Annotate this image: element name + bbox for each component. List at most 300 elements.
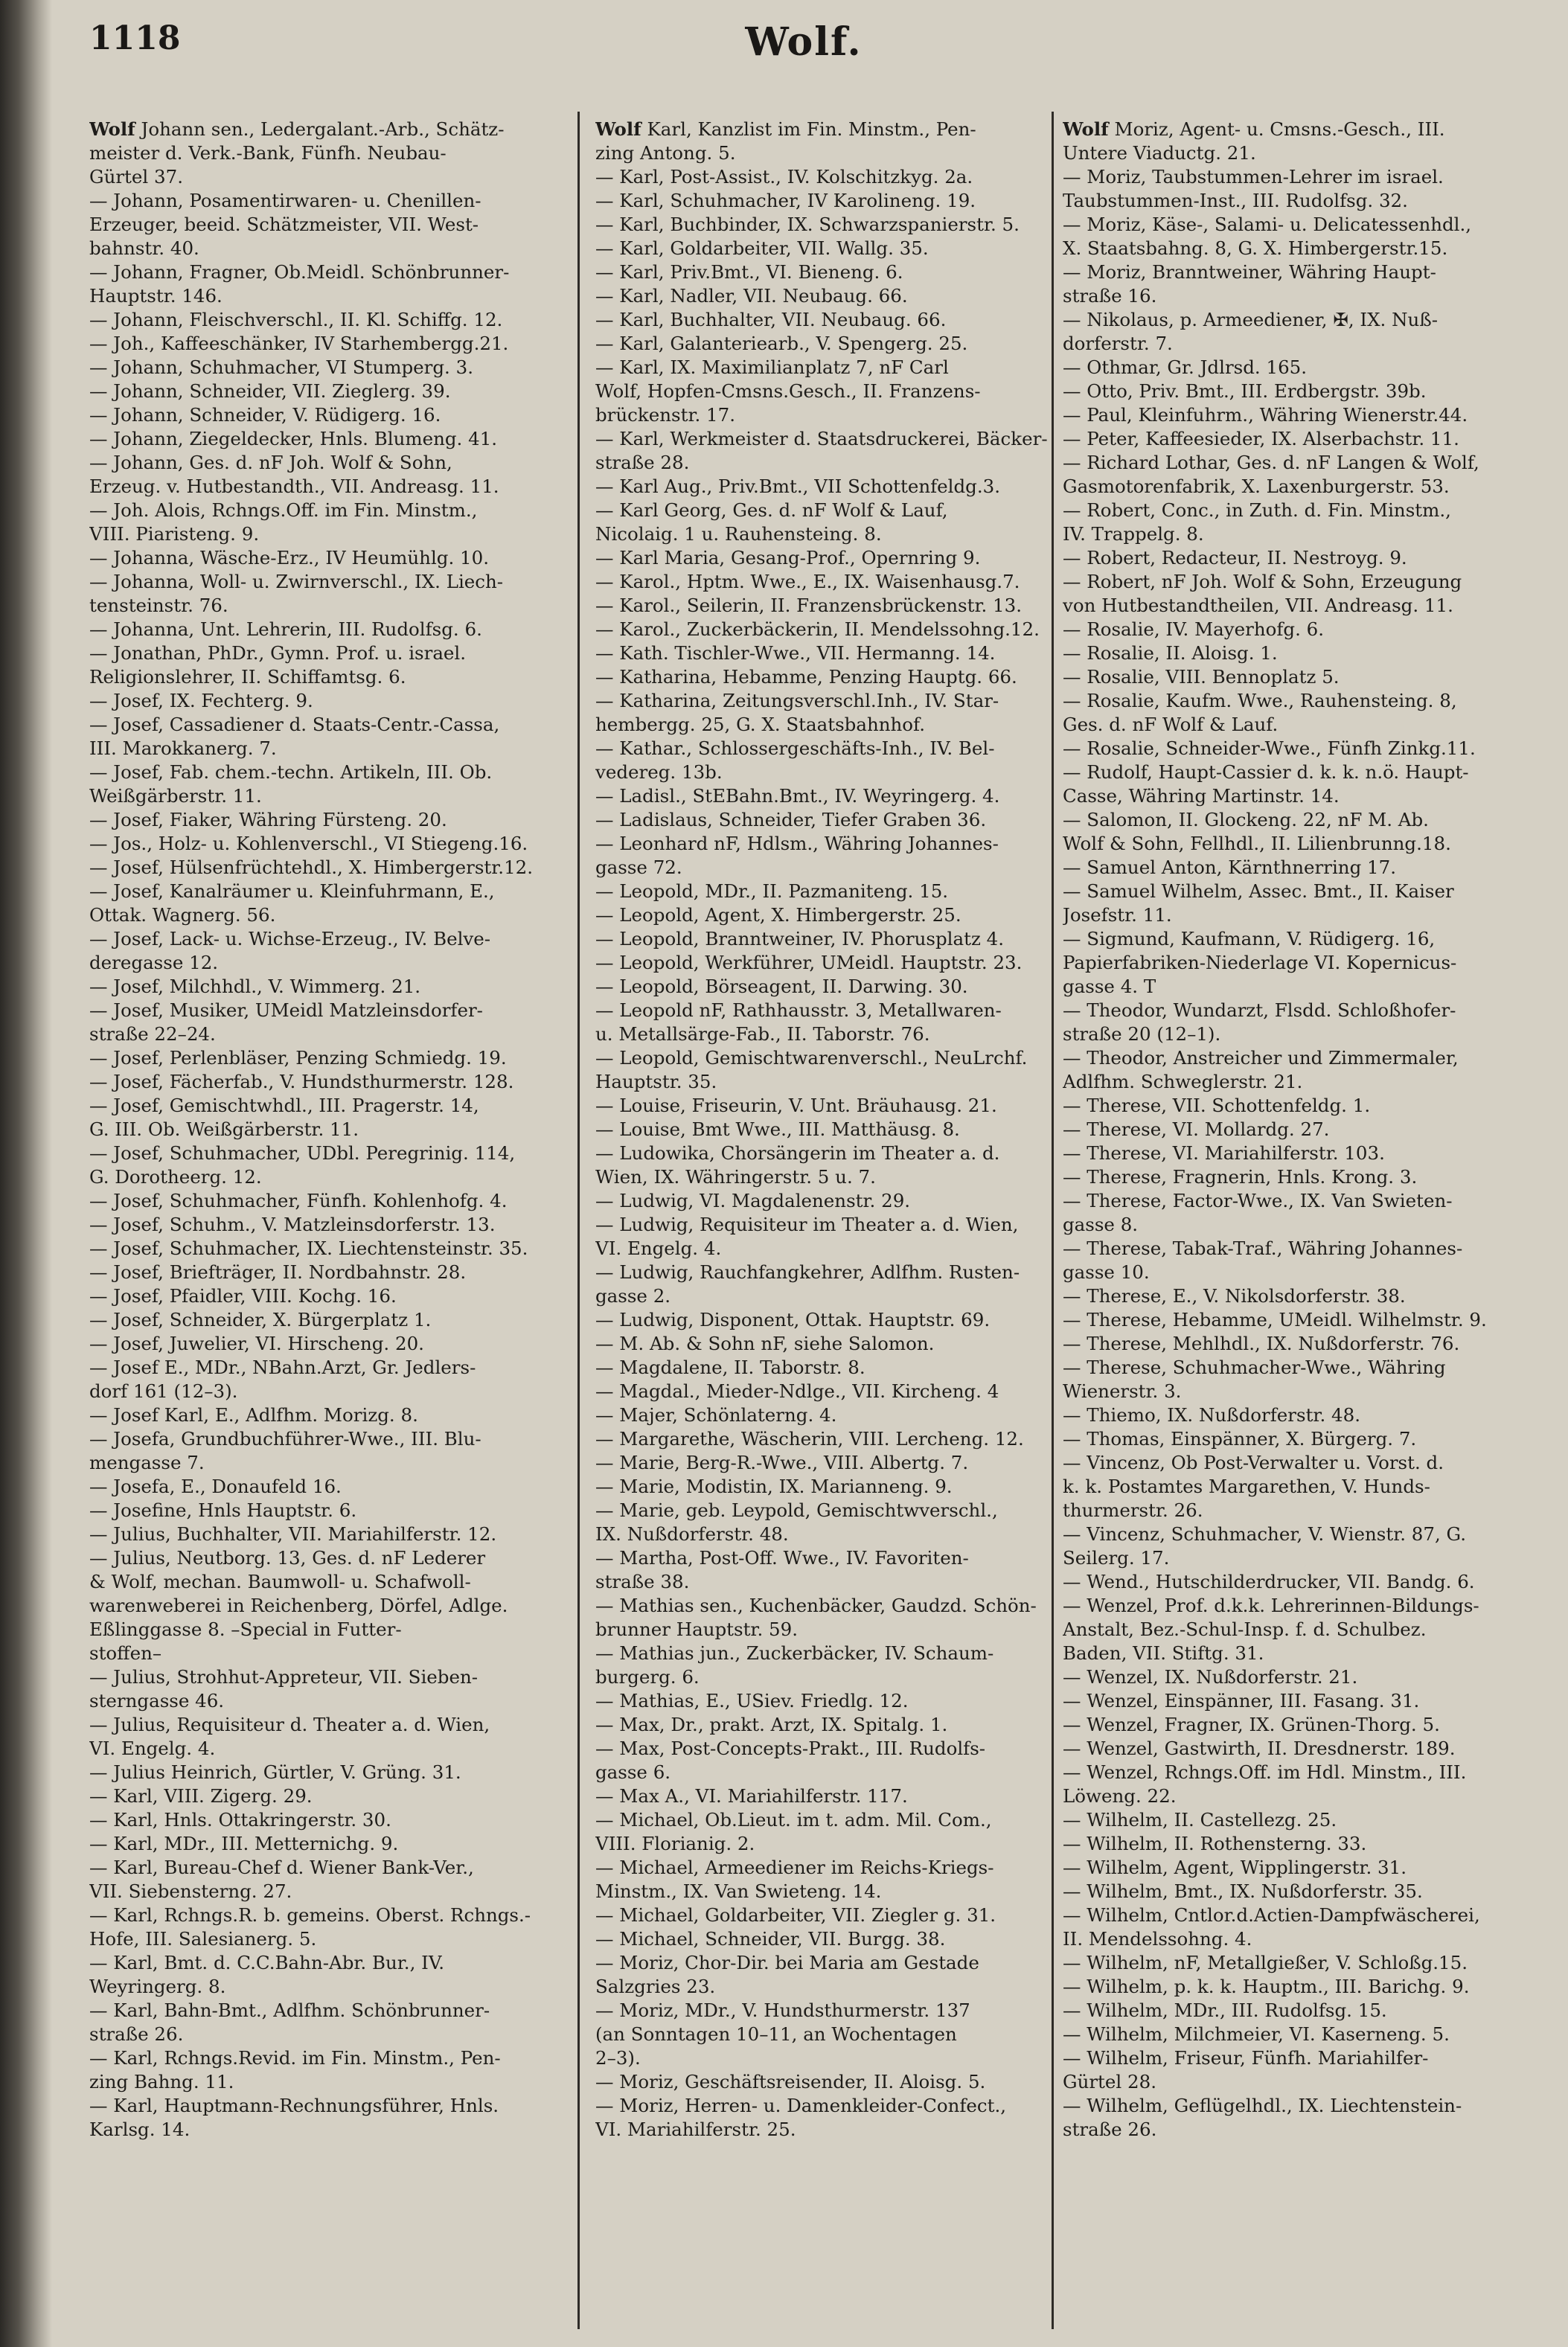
directory-entry-line [595, 1499, 1063, 1522]
directory-entry-line [89, 1903, 557, 1927]
directory-entry-line [89, 1951, 557, 1975]
entry-text: — Michael, Schneider, VII. Burgg. 38. [595, 1928, 946, 1950]
entry-text: — Peter, Kaffeesieder, IX. Alserbachstr. 11. [1063, 428, 1459, 449]
directory-entry-line [89, 999, 557, 1022]
directory-entry-line [1063, 737, 1530, 761]
directory-entry-line [595, 427, 1063, 451]
directory-entry-line [89, 570, 557, 594]
directory-entry-line [1063, 1642, 1530, 1665]
directory-entry-line [89, 475, 557, 499]
entry-text: Weißgärberstr. 11. [89, 785, 262, 807]
directory-entry-line [89, 427, 557, 451]
directory-entry-line [89, 1070, 557, 1094]
entry-text: brückenstr. 17. [595, 404, 735, 426]
entry-text: — Mathias sen., Kuchenbäcker, Gaudzd. Schön- [595, 1595, 1037, 1616]
entry-text: — Wilhelm, Cntlor.d.Actien-Dampfwäscherei, [1063, 1904, 1480, 1926]
directory-entry-line [595, 1022, 1063, 1046]
entry-text: III. Marokkanerg. 7. [89, 737, 277, 759]
directory-entry-line [89, 1642, 557, 1665]
directory-entry-line [89, 808, 557, 832]
directory-entry-line [1063, 618, 1530, 641]
entry-text: — Therese, Mehlhdl., IX. Nußdorferstr. 76. [1063, 1333, 1460, 1354]
entry-text: — Josef, Juwelier, VI. Hirscheng. 20. [89, 1333, 424, 1354]
entry-text: brunner Hauptstr. 59. [595, 1618, 798, 1640]
directory-entry-line [1063, 451, 1530, 475]
entry-text: II. Mendelssohng. 4. [1063, 1928, 1252, 1950]
entry-text: Josefstr. 11. [1063, 904, 1172, 926]
directory-entry-line [1063, 1880, 1530, 1903]
entry-text: gasse 4. T [1063, 976, 1156, 997]
entry-text: Ottak. Wagnerg. 56. [89, 904, 276, 926]
entry-text: Wien, IX. Währingerstr. 5 u. 7. [595, 1166, 876, 1188]
directory-entry-line [89, 903, 557, 927]
column-2 [595, 118, 1063, 2328]
entry-text: — Karl, VIII. Zigerg. 29. [89, 1785, 313, 1807]
entry-text: — Johanna, Woll- u. Zwirnverschl., IX. Liech- [89, 571, 504, 592]
directory-entry-line [89, 1022, 557, 1046]
directory-entry-line [595, 1403, 1063, 1427]
directory-entry-line [595, 237, 1063, 260]
entry-text: — Michael, Armeediener im Reichs-Kriegs- [595, 1857, 994, 1878]
directory-entry-line [89, 332, 557, 356]
directory-entry-line [595, 1832, 1063, 1856]
directory-entry-line [595, 1332, 1063, 1356]
entry-text: — Ladislaus, Schneider, Tiefer Graben 36. [595, 809, 987, 830]
directory-entry-line [89, 1189, 557, 1213]
directory-entry-line [595, 1118, 1063, 1142]
entry-text: — Josefa, E., Donaufeld 16. [89, 1476, 342, 1497]
directory-entry-line [1063, 1094, 1530, 1118]
entry-text: straße 20 (12–1). [1063, 1023, 1221, 1045]
directory-entry-line [595, 951, 1063, 975]
entry-text: von Hutbestandtheilen, VII. Andreasg. 11. [1063, 595, 1453, 616]
directory-entry-line [595, 1689, 1063, 1713]
directory-entry-line [595, 499, 1063, 522]
directory-entry-line [1063, 1999, 1530, 2023]
entry-text: — Mathias, E., USiev. Friedlg. 12. [595, 1690, 909, 1712]
directory-entry-line [595, 784, 1063, 808]
directory-entry-line [89, 1927, 557, 1951]
directory-entry-line [89, 1308, 557, 1332]
entry-text: — Wilhelm, II. Castellezg. 25. [1063, 1809, 1337, 1831]
entry-text: — Theodor, Anstreicher und Zimmermaler, [1063, 1047, 1459, 1069]
directory-entry-line [89, 1284, 557, 1308]
entry-text: — Josef, Fab. chem.-techn. Artikeln, III. Ob. [89, 761, 493, 783]
entry-text: — M. Ab. & Sohn nF, siehe Salomon. [595, 1333, 935, 1354]
directory-entry-line [595, 1951, 1063, 1975]
directory-entry-line [595, 1070, 1063, 1094]
entry-text: straße 16. [1063, 285, 1157, 307]
directory-entry-line [89, 2070, 557, 2094]
directory-entry-line [89, 618, 557, 641]
entry-text: — Nikolaus, p. Armeediener, ✠, IX. Nuß- [1063, 309, 1438, 330]
entry-text: — Karol., Seilerin, II. Franzensbrückenstr. 13. [595, 595, 1022, 616]
directory-entry-line [595, 1094, 1063, 1118]
entry-text: — Josef, Pfaidler, VIII. Kochg. 16. [89, 1285, 397, 1307]
directory-entry-line [595, 380, 1063, 403]
directory-entry-line [595, 1570, 1063, 1594]
directory-entry-line [1063, 1475, 1530, 1499]
directory-entry-line [89, 1713, 557, 1737]
directory-entry-line [1063, 665, 1530, 689]
directory-entry-line [89, 737, 557, 761]
entry-text: — Ludwig, Disponent, Ottak. Hauptstr. 69. [595, 1309, 991, 1331]
directory-entry-line [1063, 213, 1530, 237]
directory-entry-line [89, 260, 557, 284]
directory-entry-line [595, 118, 1063, 141]
entry-text: zing Bahng. 11. [89, 2071, 234, 2093]
entry-text: — Kath. Tischler-Wwe., VII. Hermanng. 14. [595, 642, 996, 664]
entry-text: — Johann, Ziegeldecker, Hnls. Blumeng. 41. [89, 428, 498, 449]
entry-text: G. III. Ob. Weißgärberstr. 11. [89, 1118, 359, 1140]
directory-entry-line [1063, 522, 1530, 546]
entry-text: — Moriz, Taubstummen-Lehrer im israel. [1063, 166, 1444, 188]
entry-text: — Karol., Zuckerbäckerin, II. Mendelssohng.12. [595, 618, 1040, 640]
entry-text: — Marie, geb. Leypold, Gemischtwverschl., [595, 1499, 998, 1521]
directory-entry-line [89, 1427, 557, 1451]
directory-entry-line [1063, 1975, 1530, 1999]
directory-entry-line [595, 1380, 1063, 1403]
entry-text: Karl, Kanzlist im Fin. Minstm., Pen- [641, 118, 976, 140]
entry-text: — Karl, MDr., III. Metternichg. 9. [89, 1833, 399, 1854]
directory-entry-line [595, 1927, 1063, 1951]
directory-entry-line [1063, 1046, 1530, 1070]
directory-entry-line [1063, 2046, 1530, 2070]
directory-entry-line [89, 1380, 557, 1403]
directory-entry-line [595, 189, 1063, 213]
entry-text: — Therese, Hebamme, UMeidl. Wilhelmstr. 9. [1063, 1309, 1487, 1331]
directory-entry-line [1063, 856, 1530, 880]
directory-entry-line [89, 832, 557, 856]
directory-entry-line [595, 689, 1063, 713]
directory-entry-line [595, 546, 1063, 570]
directory-entry-line [595, 308, 1063, 332]
entry-text: — Karl Georg, Ges. d. nF Wolf & Lauf, [595, 499, 948, 521]
directory-entry-line [1063, 880, 1530, 903]
directory-entry-line [89, 1451, 557, 1475]
entry-text: Minstm., IX. Van Swieteng. 14. [595, 1880, 882, 1902]
directory-entry-line [1063, 2094, 1530, 2118]
entry-text: — Samuel Wilhelm, Assec. Bmt., II. Kaiser [1063, 880, 1454, 902]
entry-text: — Josef Karl, E., Adlfhm. Morizg. 8. [89, 1404, 418, 1426]
book-gutter-shadow [0, 0, 52, 2347]
entry-text: — Julius, Buchhalter, VII. Mariahilferstr. 12. [89, 1523, 497, 1545]
entry-text: straße 28. [595, 452, 690, 473]
entry-text: — Leopold, Gemischtwarenverschl., NeuLrchf. [595, 1047, 1028, 1069]
directory-entry-line [1063, 951, 1530, 975]
entry-text: Karlsg. 14. [89, 2119, 191, 2140]
entry-text: — Johann, Fragner, Ob.Meidl. Schönbrunner- [89, 261, 510, 283]
directory-entry-line [1063, 1237, 1530, 1261]
entry-text: Wienerstr. 3. [1063, 1380, 1182, 1402]
entry-text: — Michael, Ob.Lieut. im t. adm. Mil. Com., [595, 1809, 992, 1831]
entry-text: — Thiemo, IX. Nußdorferstr. 48. [1063, 1404, 1360, 1426]
directory-entry-line [1063, 1356, 1530, 1380]
entry-text: — Thomas, Einspänner, X. Bürgerg. 7. [1063, 1428, 1417, 1450]
directory-entry-line [595, 1737, 1063, 1761]
entry-text: — Wenzel, Einspänner, III. Fasang. 31. [1063, 1690, 1420, 1712]
directory-entry-line [1063, 713, 1530, 737]
directory-entry-line [595, 2070, 1063, 2094]
directory-entry-line [1063, 761, 1530, 784]
entry-text: — Josef, Fächerfab., V. Hundsthurmerstr. 128. [89, 1071, 514, 1092]
directory-entry-line [89, 713, 557, 737]
entry-text: Löweng. 22. [1063, 1785, 1177, 1807]
entry-text: — Joh., Kaffeeschänker, IV Starhembergg.21. [89, 333, 509, 354]
entry-text: VI. Mariahilferstr. 25. [595, 2119, 796, 2140]
directory-entry-line [1063, 1332, 1530, 1356]
entry-text: — Leopold, Agent, X. Himbergerstr. 25. [595, 904, 961, 926]
directory-entry-line [595, 641, 1063, 665]
directory-entry-line [89, 2118, 557, 2142]
directory-entry-line [89, 1808, 557, 1832]
entry-text: — Moriz, Branntweiner, Währing Haupt- [1063, 261, 1436, 283]
entry-text: — Josef, Schneider, X. Bürgerplatz 1. [89, 1309, 432, 1331]
directory-entry-line [1063, 427, 1530, 451]
directory-entry-line [1063, 1784, 1530, 1808]
entry-text: — Leopold nF, Rathhausstr. 3, Metallwaren- [595, 999, 1002, 1021]
entry-text: — Robert, nF Joh. Wolf & Sohn, Erzeugung [1063, 571, 1462, 592]
directory-entry-line [595, 1999, 1063, 2023]
entry-text: — Therese, VI. Mollardg. 27. [1063, 1118, 1330, 1140]
entry-text: — Johann, Schneider, V. Rüdigerg. 16. [89, 404, 441, 426]
entry-text: Eßlinggasse 8. –Special in Futter- [89, 1618, 402, 1640]
entry-text: straße 22–24. [89, 1023, 216, 1045]
entry-text: — Johann, Schuhmacher, VI Stumperg. 3. [89, 356, 473, 378]
entry-text: & Wolf, mechan. Baumwoll- u. Schafwoll- [89, 1571, 471, 1592]
directory-entry-line [1063, 332, 1530, 356]
entry-text: burgerg. 6. [595, 1666, 700, 1688]
entry-text: gasse 72. [595, 856, 682, 878]
entry-text: — Leopold, Branntweiner, IV. Phorusplatz 4. [595, 928, 1005, 950]
directory-entry-line [1063, 380, 1530, 403]
directory-entry-line [89, 784, 557, 808]
entry-text: dorf 161 (12–3). [89, 1380, 238, 1402]
entry-text: zing Antong. 5. [595, 142, 736, 164]
directory-entry-line [1063, 1308, 1530, 1332]
entry-text: — Vincenz, Ob Post-Verwalter u. Vorst. d. [1063, 1452, 1444, 1473]
directory-entry-line [595, 332, 1063, 356]
entry-text: — Josef, Gemischtwhdl., III. Pragerstr. 14, [89, 1095, 479, 1116]
entry-text: — Karl, Rchngs.R. b. gemeins. Oberst. Rchngs.- [89, 1904, 531, 1926]
directory-entry-line [595, 1903, 1063, 1927]
directory-entry-line [1063, 1380, 1530, 1403]
entry-text: — Josef, Briefträger, II. Nordbahnstr. 28. [89, 1261, 467, 1283]
directory-entry-line [1063, 260, 1530, 284]
entry-text: — Karl, Hnls. Ottakringerstr. 30. [89, 1809, 391, 1831]
directory-entry-line [89, 1142, 557, 1165]
directory-entry-line [595, 665, 1063, 689]
directory-entry-line [89, 1975, 557, 1999]
directory-entry-line [1063, 2118, 1530, 2142]
entry-text: meister d. Verk.-Bank, Fünfh. Neubau- [89, 142, 447, 164]
directory-entry-line [89, 1213, 557, 1237]
directory-entry-line [1063, 546, 1530, 570]
entry-text: — Louise, Friseurin, V. Unt. Bräuhausg. 21. [595, 1095, 997, 1116]
directory-entry-line [89, 951, 557, 975]
directory-entry-line [89, 1165, 557, 1189]
entry-text: — Michael, Goldarbeiter, VII. Ziegler g. 31. [595, 1904, 996, 1926]
entry-text: — Josef, Schuhmacher, IX. Liechtensteinstr. 35. [89, 1237, 528, 1259]
entry-text: — Sigmund, Kaufmann, V. Rüdigerg. 16, [1063, 928, 1436, 950]
directory-entry-line [595, 1880, 1063, 1903]
entry-text: (an Sonntagen 10–11, an Wochentagen [595, 2023, 957, 2045]
directory-entry-line [89, 237, 557, 260]
entry-text: — Karl, IX. Maximilianplatz 7, nF Carl [595, 356, 949, 378]
directory-entry-line [1063, 927, 1530, 951]
entry-text: — Moriz, Chor-Dir. bei Maria am Gestade [595, 1952, 979, 1973]
surname-heading: Wolf [1063, 118, 1109, 140]
entry-text: — Wilhelm, Friseur, Fünfh. Mariahilfer- [1063, 2047, 1429, 2069]
directory-entry-line [1063, 165, 1530, 189]
entry-text: Seilerg. 17. [1063, 1547, 1170, 1569]
directory-entry-line [1063, 1951, 1530, 1975]
directory-entry-line [89, 2046, 557, 2070]
directory-entry-line [89, 689, 557, 713]
directory-entry-line [595, 284, 1063, 308]
directory-entry-line [89, 1880, 557, 1903]
directory-entry-line [1063, 499, 1530, 522]
entry-text: — Josef, Cassadiener d. Staats-Centr.-Cassa, [89, 714, 500, 735]
entry-text: — Karl, Post-Assist., IV. Kolschitzkyg. 2a. [595, 166, 973, 188]
directory-entry-line [595, 1546, 1063, 1570]
entry-text: — Moriz, Käse-, Salami- u. Delicatessenhdl., [1063, 214, 1472, 235]
directory-entry-line [1063, 356, 1530, 380]
directory-entry-line [595, 1665, 1063, 1689]
entry-text: — Josef, Musiker, UMeidl Matzleinsdorfer- [89, 999, 483, 1021]
entry-text: — Jos., Holz- u. Kohlenverschl., VI Stiegeng.16. [89, 833, 528, 854]
entry-text: — Karl, Priv.Bmt., VI. Bieneng. 6. [595, 261, 903, 283]
entry-text: — Karol., Hptm. Wwe., E., IX. Waisenhausg.7. [595, 571, 1020, 592]
directory-entry-line [89, 856, 557, 880]
entry-text: — Salomon, II. Glockeng. 22, nF M. Ab. [1063, 809, 1429, 830]
entry-text: straße 26. [89, 2023, 184, 2045]
directory-entry-line [595, 880, 1063, 903]
entry-text: Johann sen., Ledergalant.-Arb., Schätz- [135, 118, 505, 140]
directory-entry-line [1063, 641, 1530, 665]
entry-text: Ges. d. nF Wolf & Lauf. [1063, 714, 1279, 735]
entry-text: — Wenzel, Gastwirth, II. Dresdnerstr. 189. [1063, 1738, 1456, 1759]
entry-text: — Otto, Priv. Bmt., III. Erdbergstr. 39b. [1063, 380, 1427, 402]
entry-text: — Wilhelm, nF, Metallgießer, V. Schloßg.15. [1063, 1952, 1468, 1973]
directory-entry-line [595, 1261, 1063, 1284]
entry-text: straße 26. [1063, 2119, 1157, 2140]
directory-entry-line [89, 165, 557, 189]
directory-entry-line [1063, 1570, 1530, 1594]
entry-text: — Leopold, MDr., II. Pazmaniteng. 15. [595, 880, 949, 902]
entry-text: — Josef, Fiaker, Währing Fürsteng. 20. [89, 809, 447, 830]
entry-text: gasse 10. [1063, 1261, 1150, 1283]
entry-text: — Julius, Strohhut-Appreteur, VII. Sieben- [89, 1666, 479, 1688]
entry-text: — Josef, Perlenbläser, Penzing Schmiedg. 19. [89, 1047, 507, 1069]
directory-entry-line [595, 1784, 1063, 1808]
entry-text: — Wilhelm, II. Rothensterng. 33. [1063, 1833, 1367, 1854]
entry-text: — Therese, VI. Mariahilferstr. 103. [1063, 1142, 1385, 1164]
directory-entry-line [1063, 2023, 1530, 2046]
directory-entry-line [89, 499, 557, 522]
directory-entry-line [595, 213, 1063, 237]
directory-entry-line [1063, 1689, 1530, 1713]
entry-text: — Paul, Kleinfuhrm., Währing Wienerstr.44. [1063, 404, 1468, 426]
entry-text: — Katharina, Hebamme, Penzing Hauptg. 66. [595, 666, 1017, 688]
directory-entry-line [89, 1761, 557, 1784]
entry-text: — Marie, Berg-R.-Wwe., VIII. Albertg. 7. [595, 1452, 969, 1473]
entry-text: Gürtel 37. [89, 166, 183, 188]
entry-text: dorferstr. 7. [1063, 333, 1173, 354]
directory-entry-line [595, 1475, 1063, 1499]
directory-entry-line [89, 380, 557, 403]
column-1 [89, 118, 557, 2328]
entry-text: Untere Viaductg. 21. [1063, 142, 1256, 164]
directory-entry-line [595, 1522, 1063, 1546]
directory-entry-line [1063, 284, 1530, 308]
entry-text: — Richard Lothar, Ges. d. nF Langen & Wolf, [1063, 452, 1479, 473]
directory-entry-line [595, 1761, 1063, 1784]
entry-text: Nicolaig. 1 u. Rauhensteing. 8. [595, 523, 882, 545]
entry-text: — Wenzel, Fragner, IX. Grünen-Thorg. 5. [1063, 1714, 1440, 1735]
entry-text: — Ludwig, Rauchfangkehrer, Adlfhm. Rusten- [595, 1261, 1020, 1283]
directory-entry-line [1063, 1403, 1530, 1427]
directory-entry-line [1063, 1761, 1530, 1784]
directory-entry-line [89, 1570, 557, 1594]
entry-text: sterngasse 46. [89, 1690, 225, 1712]
directory-entry-line [595, 927, 1063, 951]
entry-text: — Wenzel, Prof. d.k.k. Lehrerinnen-Bildungs- [1063, 1595, 1479, 1616]
entry-text: Anstalt, Bez.-Schul-Insp. f. d. Schulbez. [1063, 1618, 1427, 1640]
entry-text: — Johann, Posamentirwaren- u. Chenillen- [89, 190, 481, 211]
entry-text: hembergg. 25, G. X. Staatsbahnhof. [595, 714, 926, 735]
directory-entry-line [595, 1142, 1063, 1165]
directory-entry-line [595, 522, 1063, 546]
directory-entry-line [595, 618, 1063, 641]
directory-entry-line [1063, 1189, 1530, 1213]
directory-entry-line [89, 1546, 557, 1570]
entry-text: — Karl, Nadler, VII. Neubaug. 66. [595, 285, 908, 307]
entry-text: thurmerstr. 26. [1063, 1499, 1203, 1521]
entry-text: IV. Trappelg. 8. [1063, 523, 1204, 545]
directory-entry-line [595, 1856, 1063, 1880]
entry-text: — Johanna, Wäsche-Erz., IV Heumühlg. 10. [89, 547, 490, 569]
directory-entry-line [89, 761, 557, 784]
entry-text: — Moriz, Herren- u. Damenkleider-Confect., [595, 2095, 1007, 2116]
entry-text: — Leopold, Börseagent, II. Darwing. 30. [595, 976, 968, 997]
entry-text: — Karl Aug., Priv.Bmt., VII Schottenfeldg.3. [595, 476, 1001, 497]
directory-entry-line [1063, 570, 1530, 594]
entry-text: VII. Siebensterng. 27. [89, 1880, 292, 1902]
entry-text: deregasse 12. [89, 952, 219, 973]
entry-text: — Max, Dr., prakt. Arzt, IX. Spitalg. 1. [595, 1714, 948, 1735]
directory-entry-line [89, 141, 557, 165]
entry-text: — Therese, Fragnerin, Hnls. Krong. 3. [1063, 1166, 1418, 1188]
column-divider [577, 112, 580, 2329]
directory-entry-line [89, 1094, 557, 1118]
entry-text: — Josef E., MDr., NBahn.Arzt, Gr. Jedlers- [89, 1357, 476, 1378]
directory-entry-line [89, 927, 557, 951]
directory-entry-line [1063, 1832, 1530, 1856]
directory-entry-line [595, 975, 1063, 999]
entry-text: straße 38. [595, 1571, 690, 1592]
directory-entry-line [595, 808, 1063, 832]
entry-text: — Margarethe, Wäscherin, VIII. Lercheng. 12. [595, 1428, 1024, 1450]
directory-entry-line [1063, 1713, 1530, 1737]
entry-text: warenweberei in Reichenberg, Dörfel, Adlge. [89, 1595, 508, 1616]
entry-text: — Josef, Lack- u. Wichse-Erzeug., IV. Belve- [89, 928, 491, 950]
directory-entry-line [595, 761, 1063, 784]
entry-text: — Karl, Bmt. d. C.C.Bahn-Abr. Bur., IV. [89, 1952, 445, 1973]
directory-entry-line [595, 1427, 1063, 1451]
directory-entry-line [89, 522, 557, 546]
directory-entry-line [595, 356, 1063, 380]
